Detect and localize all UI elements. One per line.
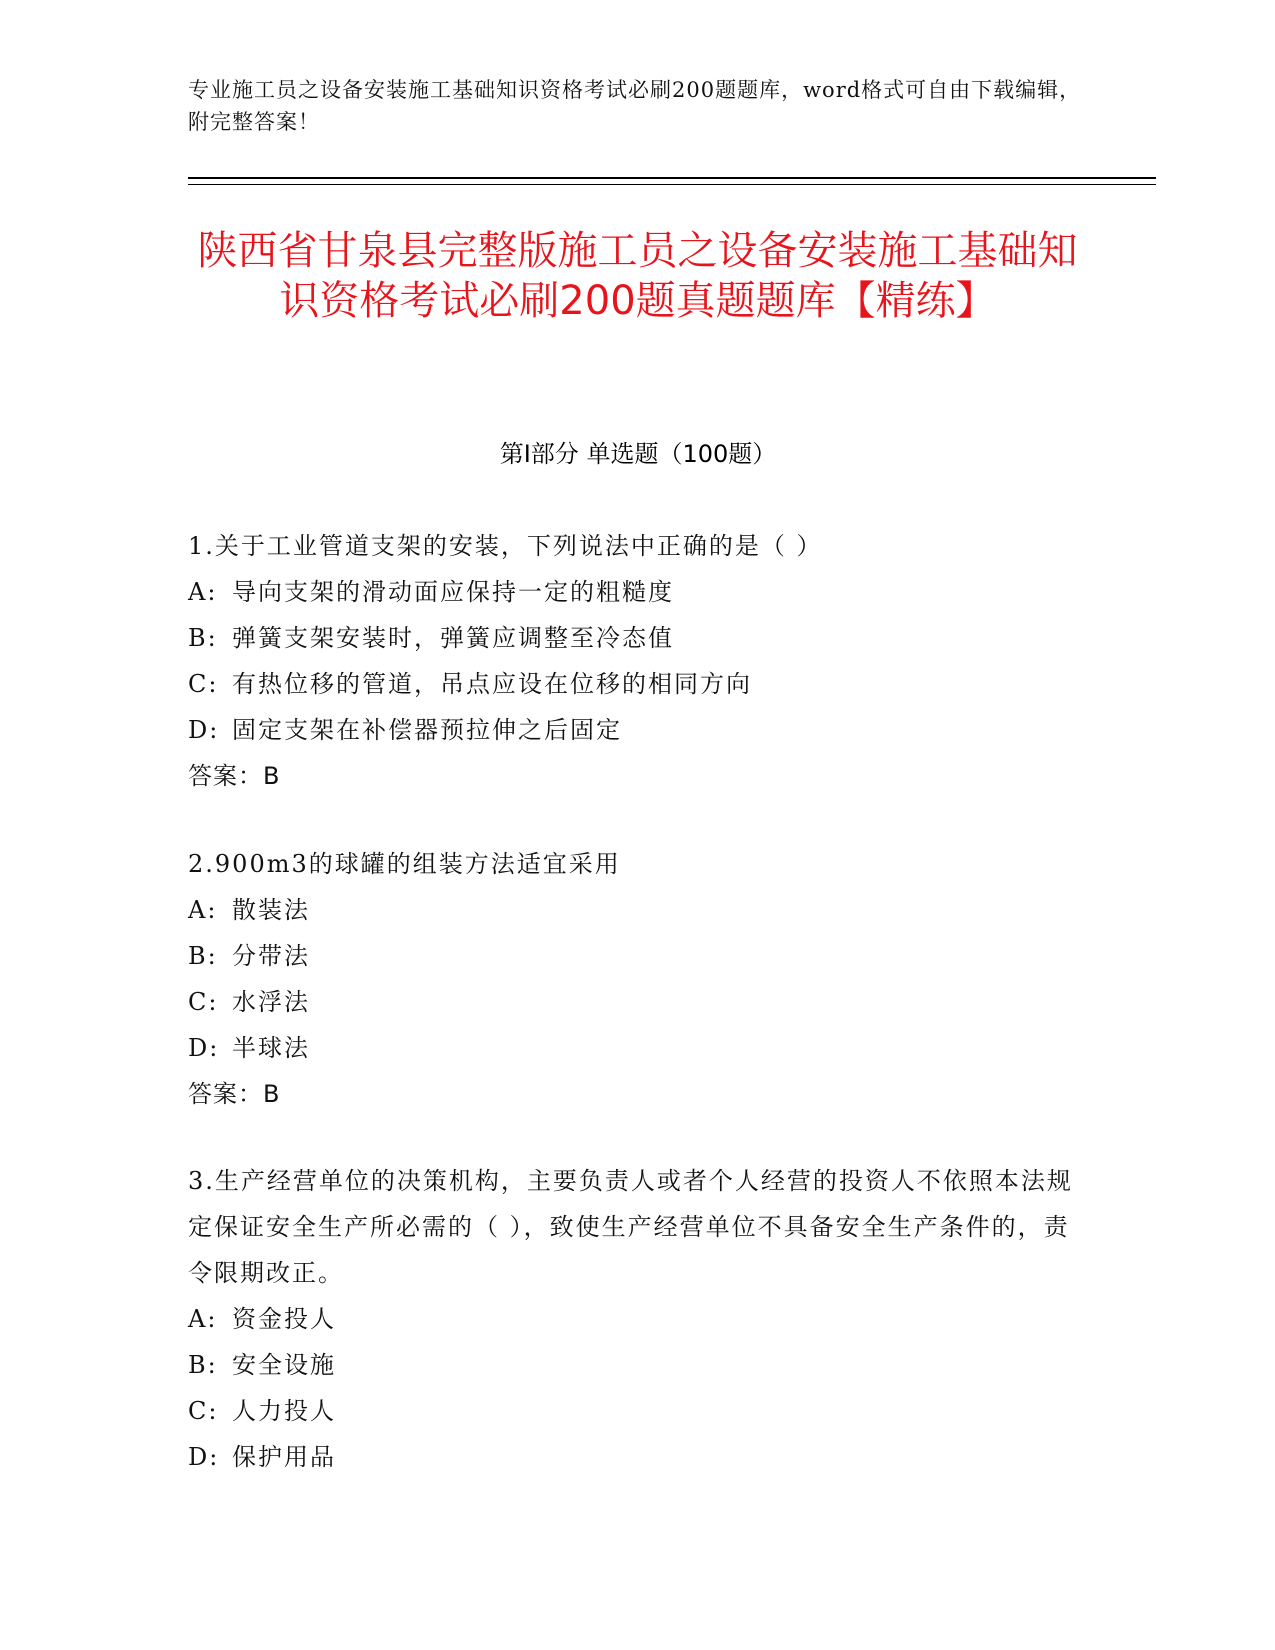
option-key: A: (188, 896, 218, 924)
option-key: C: (188, 1397, 219, 1425)
option-key: D: (188, 1034, 220, 1062)
option-key: B: (188, 942, 218, 970)
header-rule-thick (188, 177, 1156, 179)
option-key: B: (188, 1351, 218, 1379)
option-d (188, 707, 1088, 753)
option-text: 保护用品 (232, 1443, 336, 1471)
option-text: 安全设施 (232, 1351, 336, 1379)
header-note: 专业施工员之设备安装施工基础知识资格考试必刷200题题库，word格式可自由下载编辑，附完整答案！ (188, 78, 1082, 134)
question-2 (188, 841, 1088, 1117)
header-rule-thin (188, 184, 1156, 185)
option-b (188, 1342, 1088, 1388)
option-text: 水浮法 (232, 988, 310, 1016)
option-text: 人力投人 (232, 1397, 336, 1425)
question-3 (188, 1158, 1088, 1480)
option-key: C: (188, 988, 219, 1016)
option-text: 资金投人 (232, 1305, 336, 1333)
option-c (188, 979, 1088, 1025)
option-c (188, 1388, 1088, 1434)
option-b (188, 615, 1088, 661)
option-key: A: (188, 578, 218, 606)
question-stem: 2.900m3的球罐的组装方法适宜采用 (188, 850, 621, 878)
option-text: 导向支架的滑动面应保持一定的粗糙度 (232, 578, 674, 606)
answer-line: 答案：B (188, 1080, 281, 1108)
option-text: 散装法 (232, 896, 310, 924)
option-text: 分带法 (232, 942, 310, 970)
option-b (188, 933, 1088, 979)
option-text: 半球法 (232, 1034, 310, 1062)
answer-line: 答案：B (188, 762, 281, 790)
option-d (188, 1025, 1088, 1071)
option-key: A: (188, 1305, 218, 1333)
section-heading: 第I部分 单选题（100题） (499, 440, 777, 468)
option-text: 弹簧支架安装时，弹簧应调整至冷态值 (232, 624, 674, 652)
option-text: 固定支架在补偿器预拉伸之后固定 (232, 716, 622, 744)
option-key: C: (188, 670, 219, 698)
question-1 (188, 523, 1088, 799)
option-key: B: (188, 624, 218, 652)
option-c (188, 661, 1088, 707)
option-key: D: (188, 1443, 220, 1471)
option-key: D: (188, 716, 220, 744)
option-text: 有热位移的管道，吊点应设在位移的相同方向 (232, 670, 752, 698)
option-a (188, 1296, 1088, 1342)
option-a (188, 887, 1088, 933)
question-stem: 1.关于工业管道支架的安装，下列说法中正确的是（ ） (188, 532, 823, 560)
document-title: 陕西省甘泉县完整版施工员之设备安装施工基础知识资格考试必刷200题真题题库【精练】 (197, 228, 1078, 324)
option-d (188, 1434, 1088, 1480)
question-stem: 3.生产经营单位的决策机构，主要负责人或者个人经营的投资人不依照本法规定保证安全生产所必需的（ ），致使生产经营单位不具备安全生产条件的，责令限期改正。 (188, 1167, 1073, 1287)
option-a (188, 569, 1088, 615)
